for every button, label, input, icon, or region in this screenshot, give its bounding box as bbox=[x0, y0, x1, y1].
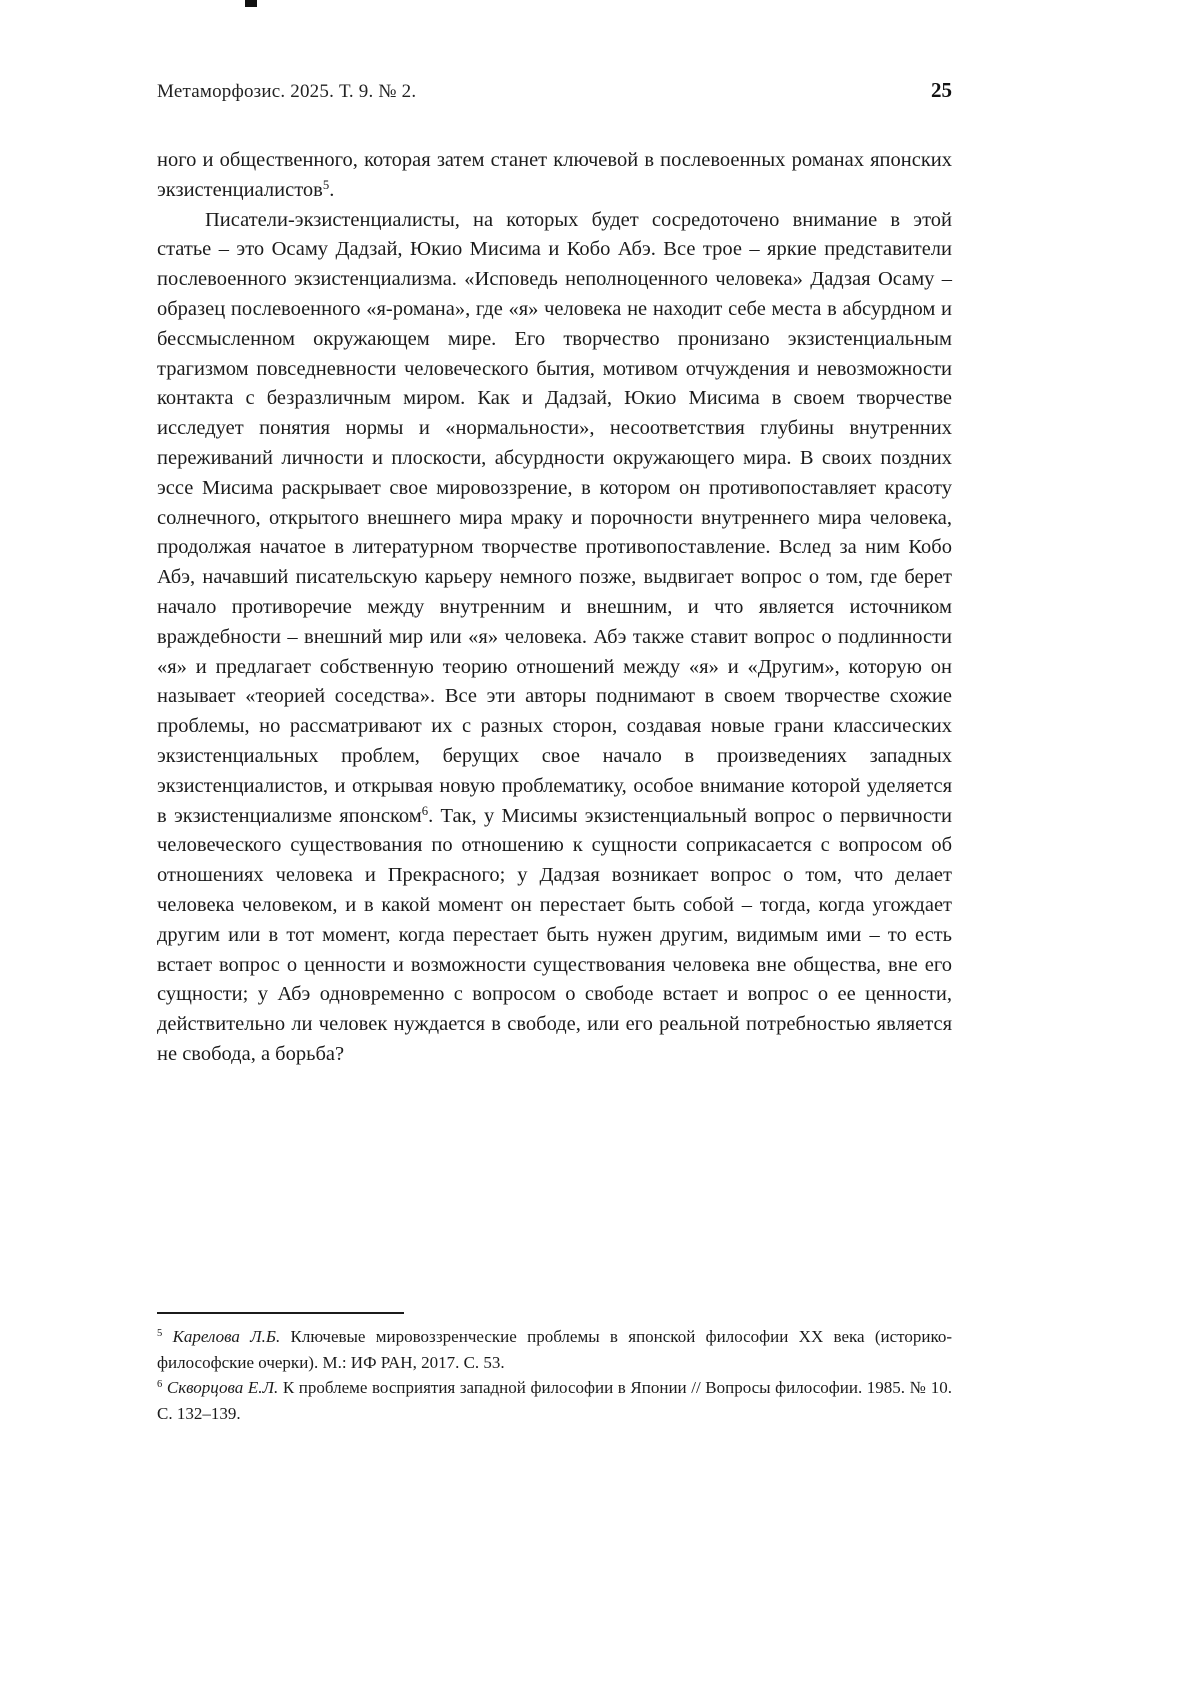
journal-reference: Метаморфозис. 2025. Т. 9. № 2. bbox=[157, 81, 417, 102]
footnote-divider bbox=[157, 1312, 404, 1314]
footnote-5 bbox=[157, 1324, 952, 1375]
footnote-text: К проблеме восприятия западной философии в Японии // Вопросы философии. 1985. № 10. С. 132–139. bbox=[157, 1378, 953, 1423]
paragraph-text: . Так, у Мисимы экзистенциальный вопрос о первичности человеческого существования по отношению к сущности соприкасается с вопросом об отношениях человека и Прекрасного; у Дадзая возникает вопрос о том, что делает человека человеком, и в какой момент он перестает быть собой – тогда, когда угождает другим или в тот момент, когда перестает быть нужен другим, видимым ими – то есть встает вопрос о ценности и возможности существования человека вне общества, вне его сущности; у Абэ одновременно с вопросом о свободе встает и вопрос о ее ценности, действительно ли человек нуждается в свободе, или его реальной потребностью является не свобода, а борьба? bbox=[157, 804, 952, 1065]
article-body bbox=[157, 146, 952, 1070]
footnotes-section bbox=[157, 1312, 952, 1426]
footnote-text: Ключевые мировоззренческие проблемы в японской философии XX века (историко-философские очерки). М.: ИФ РАН, 2017. С. 53. bbox=[157, 1327, 953, 1372]
footnote-marker-5: 5 bbox=[322, 177, 330, 192]
footnote-number: 5 bbox=[157, 1328, 163, 1340]
page-number: 25 bbox=[931, 78, 952, 102]
footnote-marker-6: 6 bbox=[421, 803, 429, 818]
paragraph-continuation bbox=[157, 146, 952, 206]
scan-artifact-mark bbox=[245, 0, 257, 7]
footnote-6 bbox=[157, 1375, 952, 1426]
footnote-number: 6 bbox=[157, 1379, 163, 1391]
paragraph-main bbox=[157, 206, 952, 1070]
footnote-author: Скворцова Е.Л. bbox=[166, 1378, 279, 1398]
paragraph-text: ного и общественного, которая затем станет ключевой в послевоенных романах японских экзистенциалистов bbox=[157, 149, 952, 201]
page-header bbox=[157, 78, 952, 103]
paragraph-text: . bbox=[329, 178, 335, 201]
paragraph-text: Писатели-экзистенциалисты, на которых будет сосредоточено внимание в этой статье – это Осаму Дадзай, Юкио Мисима и Кобо Абэ. Все трое – яркие представители послевоенного экзистенциализма. «Исповедь неполноценного человека» Дадзая Осаму – образец послевоенного «я-романа», где «я» человека не находит себе места в абсурдном и бессмысленном окружающем мире. Его творчество пронизано экзистенциальным трагизмом повседневности человеческого бытия, мотивом отчуждения и невозможности контакта с безразличным миром. Как и Дадзай, Юкио Мисима в своем творчестве исследует понятия нормы и «нормальности», несоответствия глубины внутренних переживаний личности и плоскости, абсурдности окружающего мира. В своих поздних эссе Мисима раскрывает свое мировоззрение, в котором он противопоставляет красоту солнечного, открытого внешнего мира мраку и порочности внутреннего мира человека, продолжая начатое в литературном творчестве противопоставление. Вслед за ним Кобо Абэ, начавший писательскую карьеру немного позже, выдвигает вопрос о том, где берет начало противоречие между внутренним и внешним, и что является источником враждебности – внешний мир или «я» человека. Абэ также ставит вопрос о подлинности «я» и предлагает собственную теорию отношений между «я» и «Другим», которую он называет «теорией соседства». Все эти авторы поднимают в своем творчестве схожие проблемы, но рассматривают их с разных сторон, создавая новые грани классических экзистенциальных проблем, берущих свое начало в произведениях западных экзистенциалистов, и открывая новую проблематику, особое внимание которой уделяется в экзистенциализме японском bbox=[157, 208, 952, 827]
footnote-author: Карелова Л.Б. bbox=[172, 1327, 281, 1346]
